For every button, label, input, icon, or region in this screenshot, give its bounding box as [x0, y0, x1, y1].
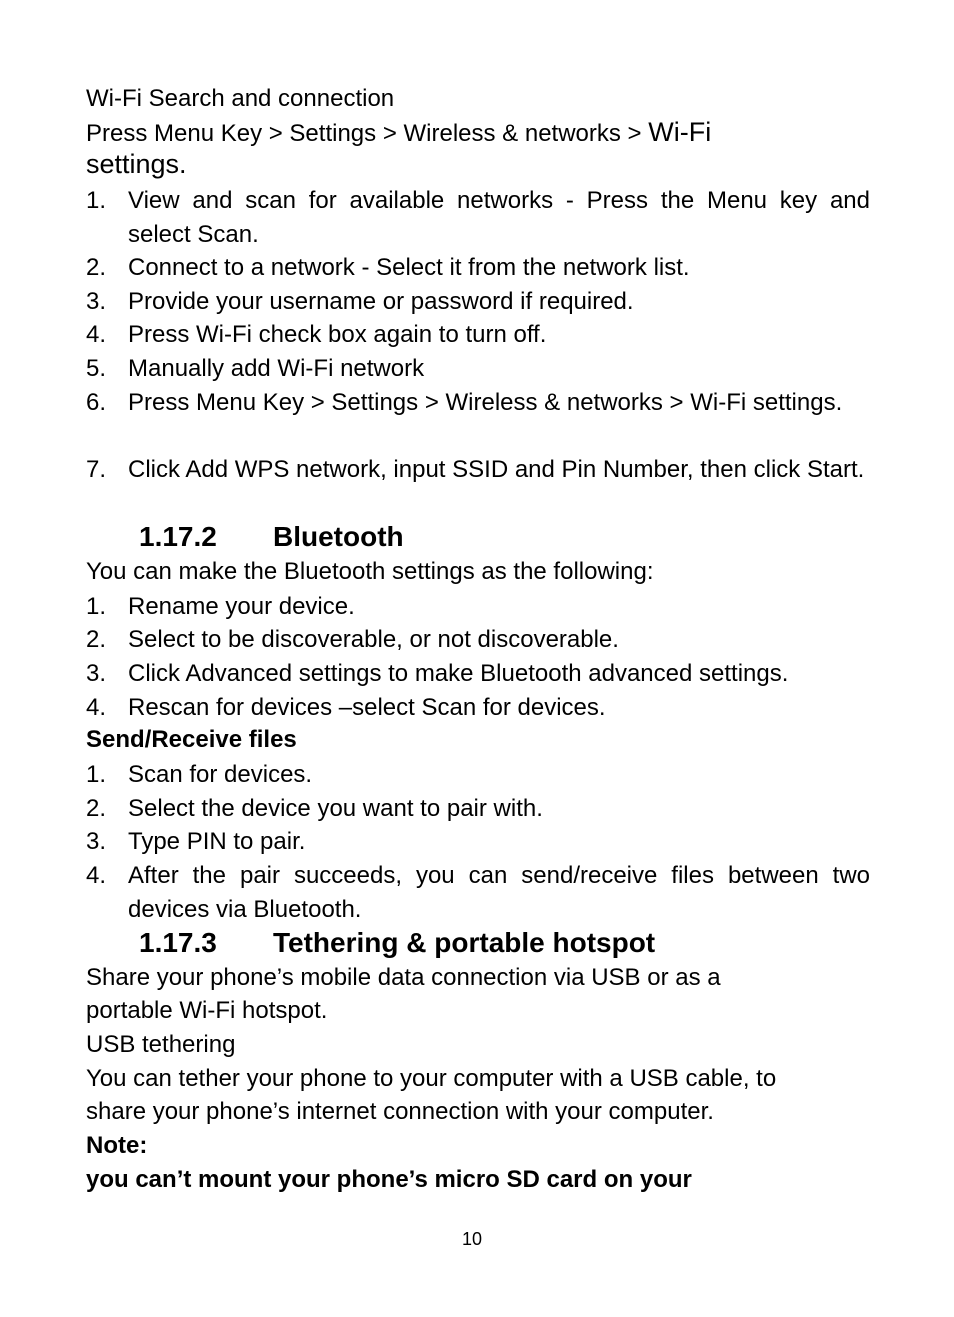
section-number: 1.17.2: [139, 521, 217, 552]
wifi-step-3: [86, 285, 870, 319]
list-number: 3.: [86, 288, 107, 315]
bluetooth-step-3: [86, 657, 870, 691]
list-number: 4.: [86, 321, 107, 348]
bluetooth-intro: You can make the Bluetooth settings as the following:: [86, 558, 654, 585]
list-text: Press Menu Key > Settings > Wireless & networks > Wi-Fi settings.: [128, 389, 843, 416]
wifi-step-1: [86, 184, 870, 251]
wifi-path-wifi: Wi-Fi: [648, 117, 712, 147]
list-number: 6.: [86, 389, 107, 416]
send-receive-title: Send/Receive files: [86, 726, 297, 753]
bluetooth-step-4: [86, 691, 870, 725]
list-text: Type PIN to pair.: [128, 828, 306, 855]
list-number: 4.: [86, 862, 107, 889]
wifi-settings-path: [86, 117, 711, 149]
list-text: Rescan for devices –select Scan for devices.: [128, 694, 606, 721]
page-number: 10: [461, 1229, 483, 1249]
usb-tethering-line-1: You can tether your phone to your computer with a USB cable, to: [86, 1065, 777, 1092]
list-number: 4.: [86, 694, 107, 721]
section-number: 1.17.3: [139, 927, 217, 958]
bluetooth-step-2: [86, 623, 870, 657]
list-text: After the pair succeeds, you can send/receive files between two devices via Bluetooth.: [128, 862, 870, 923]
list-text: Click Add WPS network, input SSID and Pin Number, then click Start.: [128, 456, 865, 483]
list-number: 7.: [86, 456, 107, 483]
list-number: 5.: [86, 355, 107, 382]
wifi-step-4: [86, 318, 870, 352]
list-text: Select the device you want to pair with.: [128, 795, 543, 822]
list-text: Connect to a network - Select it from the network list.: [128, 254, 690, 281]
usb-tethering-title: USB tethering: [86, 1031, 236, 1058]
usb-tethering-line-2: share your phone’s internet connection with your computer.: [86, 1098, 714, 1125]
send-step-2: [86, 792, 870, 826]
send-step-3: [86, 825, 870, 859]
list-number: 3.: [86, 828, 107, 855]
wifi-path-text: Press Menu Key > Settings > Wireless & networks >: [86, 120, 649, 147]
tethering-heading: [139, 926, 655, 960]
note-text: you can’t mount your phone’s micro SD card on your: [86, 1166, 692, 1193]
wifi-step-5: [86, 352, 870, 386]
wifi-step-2: [86, 251, 870, 285]
wifi-step-6: [86, 386, 870, 420]
list-number: 1.: [86, 187, 107, 214]
list-text: Scan for devices.: [128, 761, 313, 788]
list-text: Rename your device.: [128, 593, 355, 620]
list-number: 2.: [86, 626, 107, 653]
send-step-4: [86, 859, 870, 926]
bluetooth-heading: [139, 520, 404, 554]
section-title: Bluetooth: [273, 521, 404, 552]
send-step-1: [86, 758, 870, 792]
wifi-step-7: [86, 453, 870, 487]
tethering-intro-line-1: Share your phone’s mobile data connection via USB or as a: [86, 964, 721, 991]
list-text: Provide your username or password if required.: [128, 288, 634, 315]
list-number: 1.: [86, 593, 107, 620]
list-text: Select to be discoverable, or not discoverable.: [128, 626, 619, 653]
tethering-intro-line-2: portable Wi-Fi hotspot.: [86, 997, 328, 1024]
list-text: Click Advanced settings to make Bluetooth advanced settings.: [128, 660, 789, 687]
list-number: 2.: [86, 254, 107, 281]
list-number: 1.: [86, 761, 107, 788]
bluetooth-step-1: [86, 590, 870, 624]
note-label: Note:: [86, 1132, 148, 1159]
wifi-path-settings: settings.: [86, 149, 187, 179]
list-text: Manually add Wi-Fi network: [128, 355, 425, 382]
wifi-section-title: Wi-Fi Search and connection: [86, 85, 395, 112]
list-text: Press Wi-Fi check box again to turn off.: [128, 321, 547, 348]
section-title: Tethering & portable hotspot: [273, 927, 656, 958]
list-number: 2.: [86, 795, 107, 822]
list-number: 3.: [86, 660, 107, 687]
list-text: View and scan for available networks - Press the Menu key and select Scan.: [128, 187, 870, 248]
